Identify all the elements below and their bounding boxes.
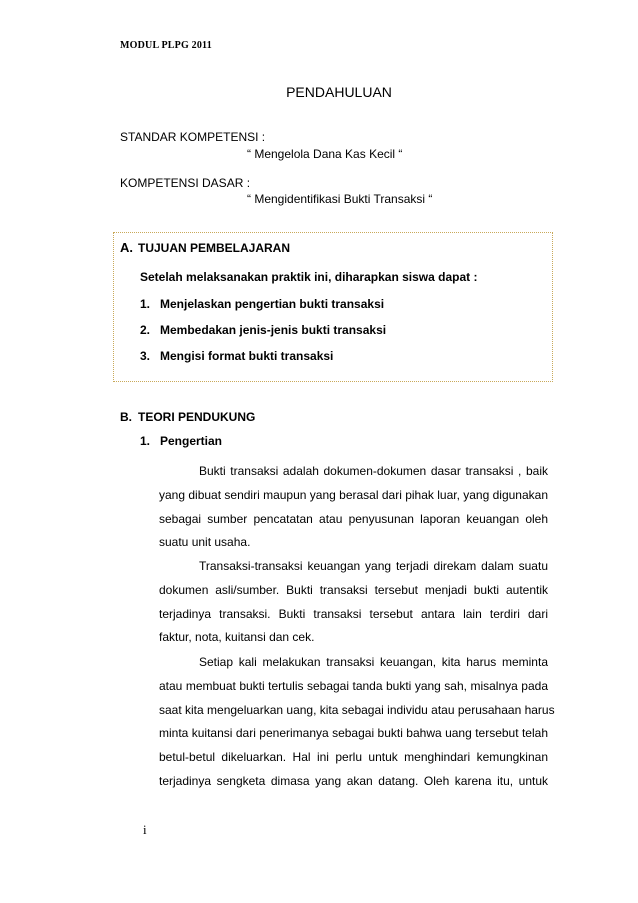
section-a-letter: A. (120, 240, 133, 255)
paragraph-line: saat kita mengeluarkan uang, kita sebagai individu atau perusahaan harus (159, 702, 555, 717)
paragraph-line: Bukti transaksi adalah dokumen-dokumen dasar transaksi , baik (199, 464, 548, 478)
paragraph-line: dokumen asli/sumber. Bukti transaksi tersebut menjadi bukti autentik (159, 582, 548, 597)
paragraph-line: sebagai sumber pencatatan atau penyusunan laporan keuangan oleh (159, 511, 548, 526)
paragraph-line: minta kuitansi dari penerimanya sebagai bukti bahwa uang tersebut telah (159, 726, 548, 741)
paragraph-line: yang dibuat sendiri maupun yang berasal dari pihak luar, yang digunakan (159, 487, 548, 502)
standar-value: “ Mengelola Dana Kas Kecil “ (247, 147, 403, 161)
objective-item-1: Menjelaskan pengertian bukti transaksi (160, 297, 385, 311)
paragraph-3 (159, 651, 555, 794)
running-header: MODUL PLPG 2011 (120, 40, 212, 51)
page-number: i (143, 822, 147, 837)
paragraph-2 (159, 555, 548, 650)
objective-item-3: Mengisi format bukti transaksi (160, 349, 334, 363)
kompetensi-label: KOMPETENSI DASAR : (120, 176, 251, 190)
page-title: PENDAHULUAN (286, 84, 392, 100)
objective-num-3: 3. (140, 349, 151, 363)
paragraph-1 (159, 460, 548, 555)
objective-num-1: 1. (140, 297, 151, 311)
objective-item-2: Membedakan jenis-jenis bukti transaksi (160, 323, 387, 337)
standar-label: STANDAR KOMPETENSI : (120, 130, 266, 144)
paragraph-line: Setiap kali melakukan transaksi keuangan, kita harus meminta (199, 655, 548, 669)
objectives-intro: Setelah melaksanakan praktik ini, diharapkan siswa dapat : (140, 270, 478, 284)
paragraph-line: atau membuat bukti tertulis sebagai tanda bukti yang sah, misalnya pada (159, 678, 548, 693)
paragraph-line: terjadinya sengketa dimasa yang akan datang. Oleh karena itu, untuk (159, 773, 548, 788)
section-b-letter: B. (120, 410, 132, 424)
objective-num-2: 2. (140, 323, 151, 337)
section-a-heading: TUJUAN PEMBELAJARAN (138, 241, 291, 255)
paragraph-line: Transaksi-transaksi keuangan yang terjadi direkam dalam suatu (199, 559, 548, 573)
subsection-num: 1. (140, 434, 151, 448)
paragraph-line: terjadinya transaksi. Bukti transaksi tersebut antara lain terdiri dari (159, 606, 548, 621)
paragraph-line: betul-betul dikeluarkan. Hal ini perlu untuk menghindari kemungkinan (159, 750, 548, 765)
paragraph-line: suatu unit usaha. (159, 535, 251, 550)
paragraph-line: faktur, nota, kuitansi dan cek. (159, 630, 315, 645)
section-b-heading: TEORI PENDUKUNG (138, 410, 256, 424)
kompetensi-value: “ Mengidentifikasi Bukti Transaksi “ (247, 192, 433, 206)
subsection-heading: Pengertian (160, 434, 223, 448)
